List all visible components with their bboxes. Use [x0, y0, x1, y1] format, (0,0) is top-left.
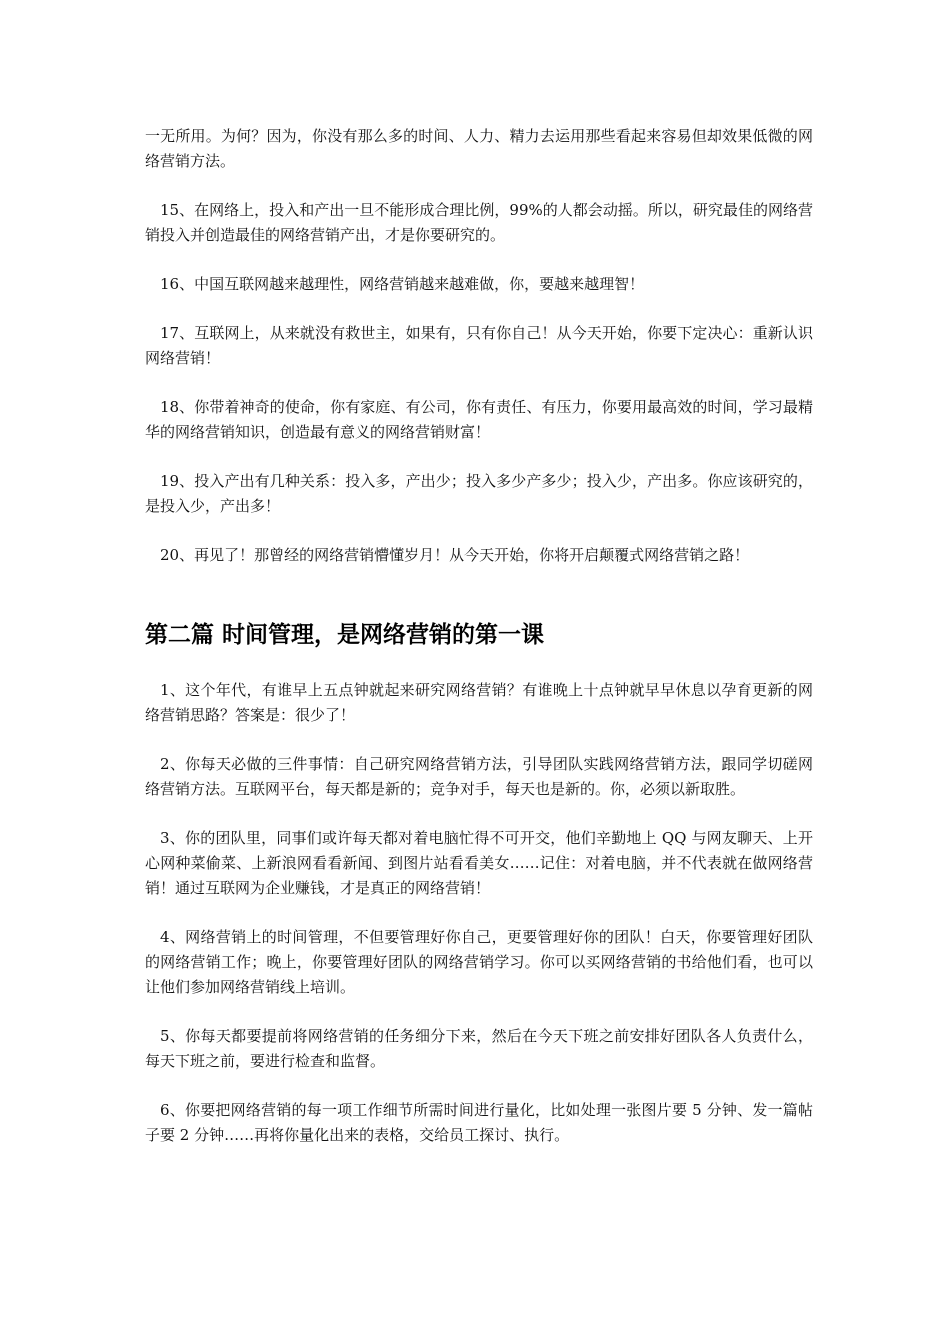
paragraph-item-16: 16、中国互联网越来越理性，网络营销越来越难做，你，要越来越理智！: [160, 275, 645, 293]
paragraph-item-4: 4、网络营销上的时间管理，不但要管理好你自己，更要管理好你的团队！白天，你要管理好团队的网络营销工作；晚上，你要管理好团队的网络营销学习。你可以买网络营销的书给他们看，也可以让他们参加网络营销线上培训。: [145, 928, 813, 996]
document-page: [145, 124, 813, 1172]
paragraph-item-20: 20、再见了！那曾经的网络营销懵懂岁月！从今天开始，你将开启颠覆式网络营销之路！: [160, 546, 750, 564]
section-heading: 第二篇 时间管理，是网络营销的第一课: [145, 622, 545, 648]
paragraph-item-19: 19、投入产出有几种关系：投入多，产出少；投入多少产多少；投入少，产出多。你应该研究的，是投入少，产出多！: [145, 472, 813, 515]
paragraph-item-2: 2、你每天必做的三件事情：自己研究网络营销方法，引导团队实践网络营销方法，跟同学切磋网络营销方法。互联网平台，每天都是新的；竞争对手，每天也是新的。你，必须以新取胜。: [145, 755, 813, 798]
paragraph-item-3: 3、你的团队里，同事们或许每天都对着电脑忙得不可开交，他们辛勤地上 QQ 与网友聊天、上开心网种菜偷菜、上新浪网看看新闻、到图片站看看美女……记住：对着电脑，并不代表就在做网络营销！通过互联网为企业赚钱，才是真正的网络营销！: [145, 829, 813, 897]
paragraph-item-1: 1、这个年代，有谁早上五点钟就起来研究网络营销？有谁晚上十点钟就早早休息以孕育更新的网络营销思路？答案是：很少了！: [145, 681, 813, 724]
paragraph-continuation: 一无所用。为何？因为，你没有那么多的时间、人力、精力去运用那些看起来容易但却效果低微的网络营销方法。: [145, 127, 813, 170]
paragraph-item-15: 15、在网络上，投入和产出一旦不能形成合理比例，99%的人都会动摇。所以，研究最佳的网络营销投入并创造最佳的网络营销产出，才是你要研究的。: [145, 201, 813, 244]
paragraph-item-5: 5、你每天都要提前将网络营销的任务细分下来，然后在今天下班之前安排好团队各人负责什么，每天下班之前，要进行检查和监督。: [145, 1027, 813, 1070]
paragraph-item-18: 18、你带着神奇的使命，你有家庭、有公司，你有责任、有压力，你要用最高效的时间，学习最精华的网络营销知识，创造最有意义的网络营销财富！: [145, 398, 813, 441]
paragraph-item-17: 17、互联网上，从来就没有救世主，如果有，只有你自己！从今天开始，你要下定决心：重新认识网络营销！: [145, 324, 813, 367]
paragraph-item-6: 6、你要把网络营销的每一项工作细节所需时间进行量化，比如处理一张图片要 5 分钟、发一篇帖子要 2 分钟……再将你量化出来的表格，交给员工探讨、执行。: [145, 1101, 813, 1144]
